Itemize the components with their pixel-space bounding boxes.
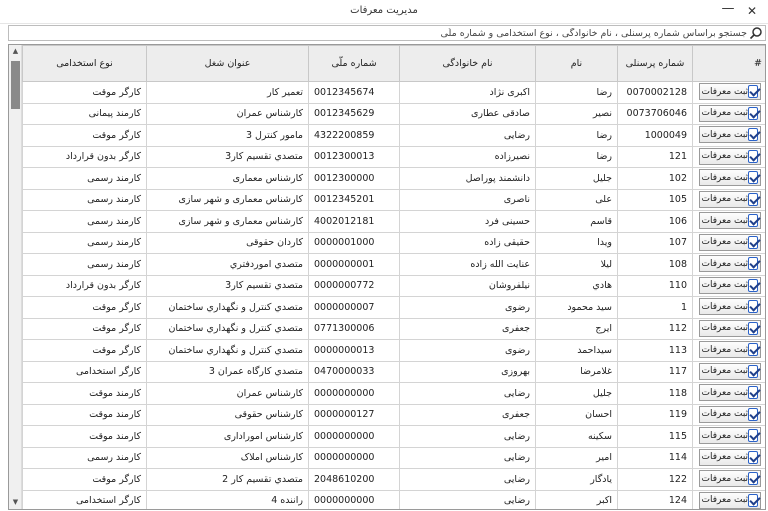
checkmark-icon [748, 408, 757, 421]
register-cell [693, 490, 767, 510]
header-first-name[interactable]: نام [536, 46, 618, 82]
register-button[interactable] [699, 406, 761, 423]
scroll-up-icon[interactable]: ▲ [12, 47, 19, 55]
register-cell [693, 254, 767, 276]
cell-job-title: کارشناس حقوقی [147, 404, 309, 426]
register-label: ثبت معرفات [701, 151, 749, 162]
minimize-button[interactable]: — [721, 1, 735, 16]
cell-first-name: سکینه [536, 426, 618, 448]
checkmark-icon [748, 214, 757, 227]
register-label: ثبت معرفات [701, 301, 749, 312]
table-row[interactable] [23, 168, 767, 190]
cell-first-name: ویدا [536, 232, 618, 254]
cell-personnel-no: 115 [618, 426, 693, 448]
checkmark-icon [748, 107, 757, 120]
cell-national-id: 4002012181 [309, 211, 400, 233]
table-row[interactable] [23, 383, 767, 405]
cell-employment-type: کارگر موقت [23, 340, 147, 362]
register-cell [693, 211, 767, 233]
register-button[interactable] [699, 212, 761, 229]
cell-national-id: 0000000772 [309, 275, 400, 297]
cell-first-name: امیر [536, 447, 618, 469]
cell-last-name: عنایت الله زاده [400, 254, 536, 276]
cell-first-name: رضا [536, 125, 618, 147]
register-button[interactable] [699, 449, 761, 466]
cell-last-name: رضایی [400, 469, 536, 491]
register-label: ثبت معرفات [701, 215, 749, 226]
cell-personnel-no: 107 [618, 232, 693, 254]
table-row[interactable] [23, 404, 767, 426]
cell-last-name: رضایی [400, 383, 536, 405]
cell-personnel-no: 102 [618, 168, 693, 190]
search-input[interactable] [11, 26, 747, 40]
checkmark-icon [748, 322, 757, 335]
header-national-id[interactable]: شماره ملّی [309, 46, 400, 82]
cell-job-title: متصدي كارگاه عمران 3 [147, 361, 309, 383]
register-cell [693, 383, 767, 405]
cell-personnel-no: 110 [618, 275, 693, 297]
cell-employment-type: کارمند موقت [23, 383, 147, 405]
cell-first-name: جلیل [536, 168, 618, 190]
cell-first-name: قاسم [536, 211, 618, 233]
register-cell [693, 232, 767, 254]
cell-job-title: کارشناس عمران [147, 383, 309, 405]
cell-last-name: رضایی [400, 125, 536, 147]
cell-first-name: غلامرضا [536, 361, 618, 383]
cell-national-id: 0470000033 [309, 361, 400, 383]
register-cell [693, 189, 767, 211]
cell-personnel-no: 112 [618, 318, 693, 340]
cell-last-name: دانشمند پوراصل [400, 168, 536, 190]
checkmark-icon [748, 429, 757, 442]
cell-national-id: 0000000000 [309, 383, 400, 405]
cell-job-title: کارشناس معماری و شهر سازی [147, 189, 309, 211]
register-cell [693, 340, 767, 362]
checkmark-icon [748, 386, 757, 399]
cell-job-title: تعمیر کار [147, 82, 309, 104]
cell-first-name: ایرج [536, 318, 618, 340]
personnel-table [22, 45, 766, 510]
cell-personnel-no: 1000049 [618, 125, 693, 147]
register-cell [693, 318, 767, 340]
cell-personnel-no: 118 [618, 383, 693, 405]
checkmark-icon [748, 343, 757, 356]
table-row[interactable] [23, 125, 767, 147]
checkmark-icon [748, 236, 757, 249]
checkmark-icon [748, 193, 757, 206]
checkmark-icon [748, 85, 757, 98]
cell-job-title: متصدي كنترل و نگهداري ساختمان [147, 340, 309, 362]
register-label: ثبت معرفات [701, 280, 749, 291]
register-button[interactable] [699, 83, 761, 100]
register-label: ثبت معرفات [701, 366, 749, 377]
personnel-grid [8, 44, 766, 510]
register-cell [693, 426, 767, 448]
cell-personnel-no: 117 [618, 361, 693, 383]
cell-national-id: 0000000000 [309, 490, 400, 510]
cell-last-name: رضوی [400, 297, 536, 319]
register-label: ثبت معرفات [701, 108, 749, 119]
cell-last-name: رضوی [400, 340, 536, 362]
register-label: ثبت معرفات [701, 430, 749, 441]
register-label: ثبت معرفات [701, 344, 749, 355]
register-cell [693, 469, 767, 491]
register-button[interactable] [699, 148, 761, 165]
cell-personnel-no: 119 [618, 404, 693, 426]
cell-first-name: لیلا [536, 254, 618, 276]
cell-last-name: رضایی [400, 490, 536, 510]
cell-national-id: 0000000001 [309, 254, 400, 276]
window-title: مدیریت معرفات [350, 5, 418, 16]
cell-first-name: رضا [536, 146, 618, 168]
cell-first-name: احسان [536, 404, 618, 426]
register-button[interactable] [699, 234, 761, 251]
checkmark-icon [748, 451, 757, 464]
scroll-down-icon[interactable]: ▼ [12, 498, 19, 506]
table-row[interactable] [23, 82, 767, 104]
cell-employment-type: کارگر موقت [23, 125, 147, 147]
cell-last-name: نصیرزاده [400, 146, 536, 168]
checkmark-icon [748, 472, 757, 485]
cell-first-name: هادي [536, 275, 618, 297]
cell-first-name: رضا [536, 82, 618, 104]
register-button[interactable] [699, 191, 761, 208]
cell-job-title: متصدي اموردفتري [147, 254, 309, 276]
register-cell [693, 103, 767, 125]
table-row[interactable] [23, 469, 767, 491]
search-bar [8, 25, 766, 41]
table-row[interactable] [23, 340, 767, 362]
scroll-thumb[interactable] [11, 61, 20, 109]
cell-national-id: 0012345674 [309, 82, 400, 104]
checkmark-icon [748, 300, 757, 313]
register-button[interactable] [699, 255, 761, 272]
cell-job-title: متصدي تقسيم كار3 [147, 146, 309, 168]
checkmark-icon [748, 150, 757, 163]
register-label: ثبت معرفات [701, 409, 749, 420]
cell-national-id: 0000000000 [309, 426, 400, 448]
cell-personnel-no: 0070002128 [618, 82, 693, 104]
cell-national-id: 0771300006 [309, 318, 400, 340]
register-label: ثبت معرفات [701, 129, 749, 140]
register-button[interactable] [699, 363, 761, 380]
close-button[interactable]: ✕ [746, 4, 758, 18]
register-cell [693, 275, 767, 297]
cell-employment-type: کارگر موقت [23, 297, 147, 319]
table-row[interactable] [23, 211, 767, 233]
register-label: ثبت معرفات [701, 452, 749, 463]
register-label: ثبت معرفات [701, 323, 749, 334]
cell-national-id: 0000000127 [309, 404, 400, 426]
cell-last-name: نیلفروشان [400, 275, 536, 297]
cell-last-name: حسینی فرد [400, 211, 536, 233]
cell-personnel-no: 122 [618, 469, 693, 491]
cell-personnel-no: 105 [618, 189, 693, 211]
checkmark-icon [748, 494, 757, 507]
cell-personnel-no: 108 [618, 254, 693, 276]
cell-employment-type: کارمند رسمی [23, 189, 147, 211]
table-row[interactable] [23, 490, 767, 510]
cell-personnel-no: 113 [618, 340, 693, 362]
table-row[interactable] [23, 318, 767, 340]
register-button[interactable] [699, 126, 761, 143]
cell-first-name: علی [536, 189, 618, 211]
table-row[interactable] [23, 275, 767, 297]
table-header-row [23, 46, 767, 82]
register-button[interactable] [699, 427, 761, 444]
table-row[interactable] [23, 232, 767, 254]
register-label: ثبت معرفات [701, 473, 749, 484]
table-row[interactable] [23, 447, 767, 469]
header-hash: # [693, 46, 767, 82]
table-row[interactable] [23, 189, 767, 211]
cell-job-title: کارشناس املاک [147, 447, 309, 469]
cell-job-title: متصدي تقسيم كار 2 [147, 469, 309, 491]
vertical-scrollbar[interactable] [9, 45, 22, 509]
cell-employment-type: کارمند رسمی [23, 232, 147, 254]
cell-job-title: کارشناس معماری [147, 168, 309, 190]
checkmark-icon [748, 171, 757, 184]
cell-employment-type: کارگر استخدامی [23, 490, 147, 510]
cell-personnel-no: 121 [618, 146, 693, 168]
cell-national-id: 0000000000 [309, 447, 400, 469]
cell-last-name: حقیقی زاده [400, 232, 536, 254]
cell-employment-type: کارگر موقت [23, 82, 147, 104]
cell-last-name: جعفری [400, 318, 536, 340]
cell-employment-type: کارگر استخدامی [23, 361, 147, 383]
cell-employment-type: کارمند موقت [23, 404, 147, 426]
checkmark-icon [748, 279, 757, 292]
search-icon [749, 26, 763, 40]
cell-job-title: کارشناس عمران [147, 103, 309, 125]
table-row[interactable] [23, 254, 767, 276]
header-personnel-no[interactable]: شماره پرسنلی [618, 46, 693, 82]
table-row[interactable] [23, 146, 767, 168]
cell-first-name: يادگار [536, 469, 618, 491]
cell-employment-type: کارمند رسمی [23, 254, 147, 276]
cell-national-id: 0012345201 [309, 189, 400, 211]
table-row[interactable] [23, 103, 767, 125]
cell-national-id: 4322200859 [309, 125, 400, 147]
register-label: ثبت معرفات [701, 86, 749, 97]
cell-national-id: 0000000007 [309, 297, 400, 319]
header-last-name[interactable]: نام خانوادگی [400, 46, 536, 82]
cell-first-name: جلیل [536, 383, 618, 405]
header-employment-type[interactable]: نوع استخدامی [23, 46, 147, 82]
cell-job-title: کارشناس معماری و شهر سازی [147, 211, 309, 233]
cell-job-title: متصدي كنترل و نگهداري ساختمان [147, 318, 309, 340]
cell-personnel-no: 124 [618, 490, 693, 510]
cell-last-name: رضایی [400, 426, 536, 448]
register-label: ثبت معرفات [701, 237, 749, 248]
cell-last-name: اکبری نژاد [400, 82, 536, 104]
checkmark-icon [748, 365, 757, 378]
cell-employment-type: کارگر بدون قرارداد [23, 146, 147, 168]
register-button[interactable] [699, 341, 761, 358]
cell-last-name: جعفری [400, 404, 536, 426]
register-cell [693, 146, 767, 168]
cell-national-id: 0000000013 [309, 340, 400, 362]
checkmark-icon [748, 128, 757, 141]
register-cell [693, 447, 767, 469]
cell-employment-type: کارگر بدون قرارداد [23, 275, 147, 297]
cell-national-id: 2048610200 [309, 469, 400, 491]
cell-job-title: متصدي تقسيم كار3 [147, 275, 309, 297]
register-button[interactable] [699, 384, 761, 401]
register-cell [693, 168, 767, 190]
cell-employment-type: کارمند رسمی [23, 211, 147, 233]
cell-last-name: بهروزی [400, 361, 536, 383]
cell-first-name: سيد محمود [536, 297, 618, 319]
register-label: ثبت معرفات [701, 194, 749, 205]
cell-employment-type: کارمند رسمی [23, 447, 147, 469]
checkmark-icon [748, 257, 757, 270]
register-label: ثبت معرفات [701, 172, 749, 183]
cell-job-title: کاردان حقوقی [147, 232, 309, 254]
register-button[interactable] [699, 320, 761, 337]
register-button[interactable] [699, 470, 761, 487]
register-cell [693, 361, 767, 383]
cell-job-title: متصدي كنترل و نگهداري ساختمان [147, 297, 309, 319]
cell-last-name: صادقی عطاری [400, 103, 536, 125]
cell-first-name: اکبر [536, 490, 618, 510]
register-cell [693, 125, 767, 147]
header-job-title[interactable]: عنوان شغل [147, 46, 309, 82]
cell-personnel-no: 0073706046 [618, 103, 693, 125]
cell-national-id: 0012300000 [309, 168, 400, 190]
cell-national-id: 0012300013 [309, 146, 400, 168]
cell-employment-type: کارمند موقت [23, 426, 147, 448]
cell-national-id: 0012345629 [309, 103, 400, 125]
cell-employment-type: کارگر موقت [23, 318, 147, 340]
cell-job-title: راننده 4 [147, 490, 309, 510]
cell-last-name: ناصری [400, 189, 536, 211]
cell-personnel-no: 1 [618, 297, 693, 319]
cell-personnel-no: 106 [618, 211, 693, 233]
cell-job-title: مامور کنترل 3 [147, 125, 309, 147]
cell-last-name: رضایی [400, 447, 536, 469]
register-button[interactable] [699, 298, 761, 315]
cell-employment-type: کارمند رسمی [23, 168, 147, 190]
register-label: ثبت معرفات [701, 495, 749, 506]
cell-personnel-no: 114 [618, 447, 693, 469]
register-button[interactable] [699, 492, 761, 509]
register-label: ثبت معرفات [701, 387, 749, 398]
register-cell [693, 297, 767, 319]
register-button[interactable] [699, 105, 761, 122]
cell-employment-type: کارگر موقت [23, 469, 147, 491]
table-row[interactable] [23, 426, 767, 448]
register-button[interactable] [699, 169, 761, 186]
cell-first-name: نصیر [536, 103, 618, 125]
title-bar [0, 0, 768, 24]
register-label: ثبت معرفات [701, 258, 749, 269]
cell-employment-type: کارمند پیمانی [23, 103, 147, 125]
register-cell [693, 82, 767, 104]
cell-national-id: 0000001000 [309, 232, 400, 254]
register-cell [693, 404, 767, 426]
table-row[interactable] [23, 297, 767, 319]
cell-first-name: سيداحمد [536, 340, 618, 362]
table-row[interactable] [23, 361, 767, 383]
cell-job-title: کارشناس اموراداری [147, 426, 309, 448]
register-button[interactable] [699, 277, 761, 294]
